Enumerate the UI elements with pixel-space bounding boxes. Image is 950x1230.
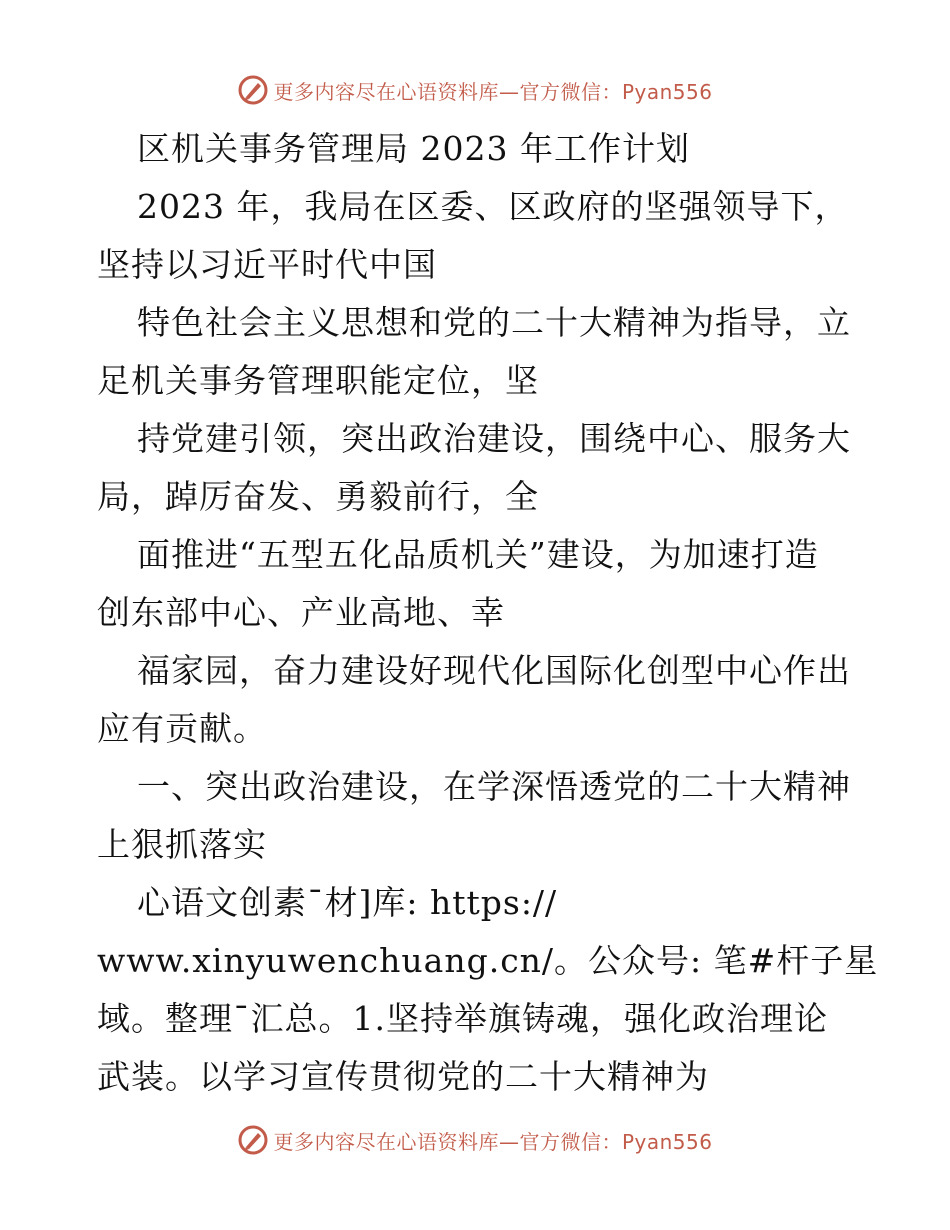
pen-logo-icon [237, 1124, 269, 1156]
text-line: 应有贡献。 [97, 709, 267, 748]
document-body [97, 120, 879, 1106]
text-line: 持党建引领，突出政治建设，围绕中心、服务大 [137, 419, 851, 458]
text-line: 一、突出政治建设，在学深悟透党的二十大精神 [137, 767, 851, 806]
text-line: 心语文创素¯材]库: https:// [137, 883, 558, 922]
text-line: 局，踔厉奋发、勇毅前行，全 [97, 477, 539, 516]
text-line: 域。整理¯汇总。1.坚持举旗铸魂，强化政治理论 [97, 999, 828, 1038]
text-line: 福家园，奋力建设好现代化国际化创型中心作出 [137, 651, 851, 690]
text-line: 足机关事务管理职能定位，坚 [97, 361, 539, 400]
text-line: 面推进“五型五化品质机关”建设，为加速打造 [137, 535, 819, 574]
text-line: 创东部中心、产业高地、幸 [97, 593, 505, 632]
text-line: 区机关事务管理局 2023 年工作计划 [137, 129, 690, 168]
banner-text: 更多内容尽在心语资料库—官方微信：Pyan556 [273, 79, 713, 104]
footer-watermark-banner [0, 1120, 950, 1160]
text-line: 坚持以习近平时代中国 [97, 245, 437, 284]
pen-logo-icon [237, 74, 269, 106]
header-watermark-banner [0, 70, 950, 110]
banner-text: 更多内容尽在心语资料库—官方微信：Pyan556 [273, 1129, 713, 1154]
text-line: 武装。以学习宣传贯彻党的二十大精神为 [97, 1057, 709, 1096]
text-line: www.xinyuwenchuang.cn/。公众号: 笔#杆子星 [97, 941, 879, 980]
text-line: 2023 年，我局在区委、区政府的坚强领导下， [137, 187, 849, 226]
text-line: 上狠抓落实 [97, 825, 267, 864]
text-line: 特色社会主义思想和党的二十大精神为指导，立 [137, 303, 851, 342]
